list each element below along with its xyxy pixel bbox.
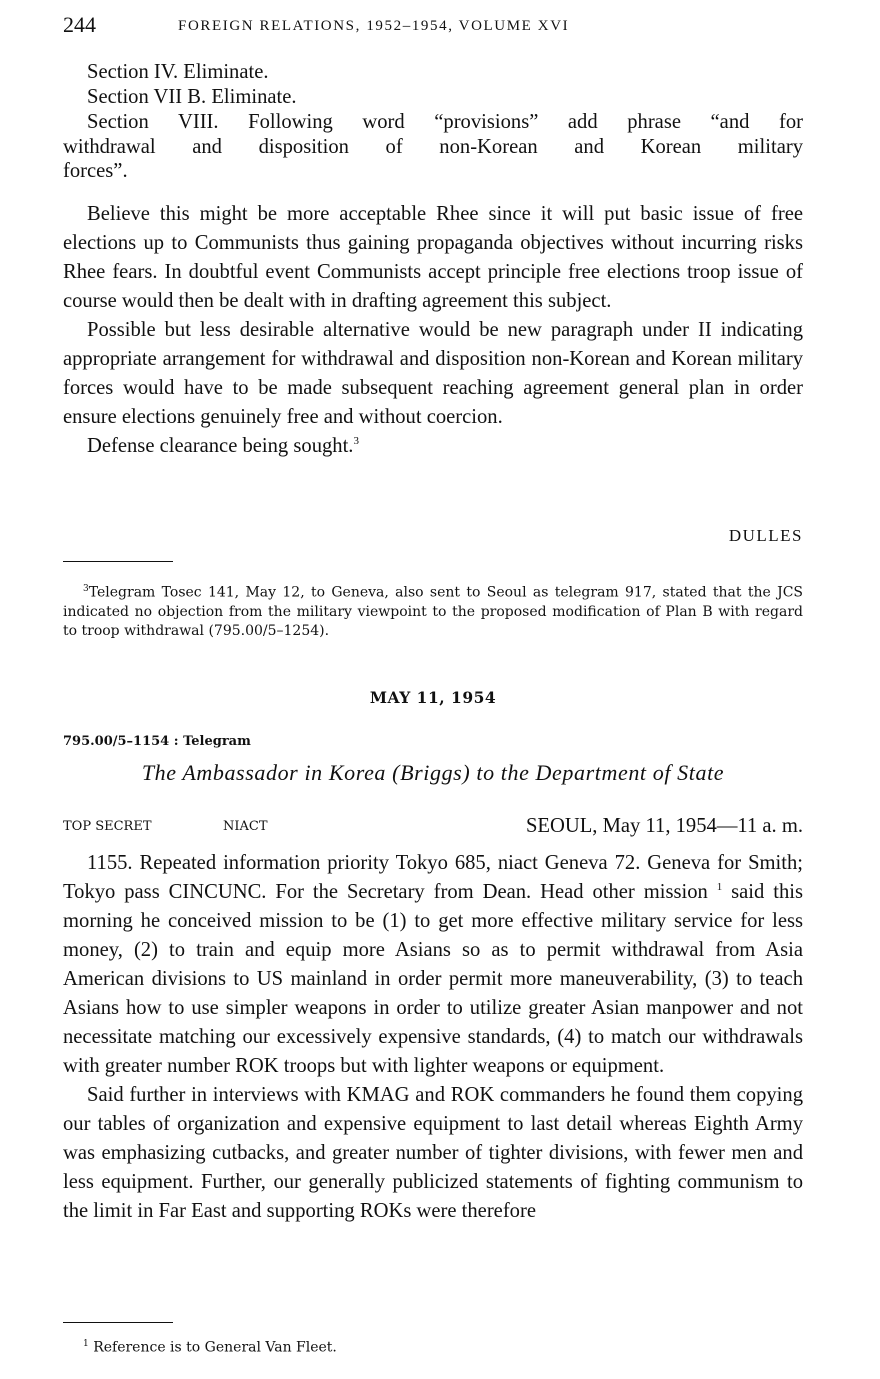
footnote-3 — [63, 580, 803, 641]
paragraph-kmag: Said further in interviews with KMAG and ROK commanders he found them copying our tables of organization and expensive equipment to last detail whereas Eighth Army was emphasizing cutbacks, and greater number of tighter divisions, with fewer men and less equipment. Further, our generally publicized statements of fighting communism to the limit in Far East and supporting ROKs were therefore — [63, 1084, 803, 1222]
page-number: 244 — [63, 12, 96, 37]
section-amendments — [63, 60, 803, 183]
signature: DULLES — [728, 526, 803, 545]
running-title: FOREIGN RELATIONS, 1952–1954, VOLUME XVI — [178, 18, 570, 34]
classification: TOP SECRET — [63, 819, 152, 834]
section-viii-end: forces”. — [63, 160, 128, 182]
classification-line — [63, 815, 803, 845]
footnote-text: Reference is to General Van Fleet. — [93, 1339, 337, 1356]
document-title: The Ambassador in Korea (Briggs) to the Department of State — [141, 760, 725, 785]
paragraph-1155-start: 1155. Repeated information priority Tokyo 685, niact Geneva 72. Geneva for Smith; Tokyo pass CINCUNC. For the Secretary from Dean. Head other mission — [63, 852, 803, 903]
paragraph-1155-rest: said this morning he conceived mission to be (1) to get more effective military service for less money, (2) to train and equip more Asians so as to permit withdrawal from Asia American divisions to US mainland in order permit more maneuverability, (3) to teach Asians how to use simpler weapons in order to utilize greater Asian manpower and not necessitate matching our excessively expensive standards, (4) to match our withdrawals with greater number ROK troops but with lighter weapons or equipment. — [63, 881, 803, 1077]
section-iv-line: Section IV. Eliminate. — [87, 61, 269, 83]
paragraph-rhee: Believe this might be more acceptable Rhee since it will put basic issue of free elections up to Communists thus gaining propaganda objectives without incurring risks Rhee fears. In doubtful event Communists accept principle free elections troop issue of course would then be dealt with in drafting agreement this subject. — [63, 203, 803, 312]
paragraph-alternative: Possible but less desirable alternative would be new paragraph under II indicating appropriate arrangement for withdrawal and disposition non-Korean and Korean military forces would have to be made subsequent reaching agreement general plan in order ensure elections genuinely free and without coercion. — [63, 319, 803, 428]
precedence: NIACT — [223, 819, 268, 834]
dateline: SEOUL, May 11, 1954—11 a. m. — [525, 815, 803, 837]
footnote-reference-3: 3 — [353, 435, 359, 448]
document-id: 795.00/5–1154 : Telegram — [63, 734, 251, 749]
footnote-marker: 3 — [83, 584, 89, 594]
footnote-text: Telegram Tosec 141, May 12, to Geneva, also sent to Seoul as telegram 917, stated that the JCS indicated no objection from the military viewpoint to the proposed modification of Plan B with regard to troop withdrawal (795.00/5–1254). — [63, 584, 803, 639]
footnote-reference-1: 1 — [716, 881, 723, 894]
section-viii-continuation: withdrawal and disposition of non-Korean and Korean military — [63, 136, 803, 158]
telegram-body-2 — [63, 849, 803, 1226]
date-heading: MAY 11, 1954 — [369, 688, 497, 707]
defense-text: Defense clearance being sought. — [87, 435, 354, 457]
footnote-marker: 1 — [83, 1339, 89, 1349]
telegram-body-1 — [63, 200, 803, 461]
section-viib-line: Section VII B. Eliminate. — [87, 86, 297, 108]
paragraph-defense — [63, 432, 803, 461]
running-head — [63, 10, 803, 40]
paragraph-1155 — [63, 849, 803, 1081]
section-viii-line: Section VIII. Following word “provisions” add phrase “and for — [87, 111, 803, 133]
footnote-rule — [63, 561, 173, 562]
footnote-1 — [63, 1335, 803, 1358]
footnote-rule-2 — [63, 1322, 173, 1323]
